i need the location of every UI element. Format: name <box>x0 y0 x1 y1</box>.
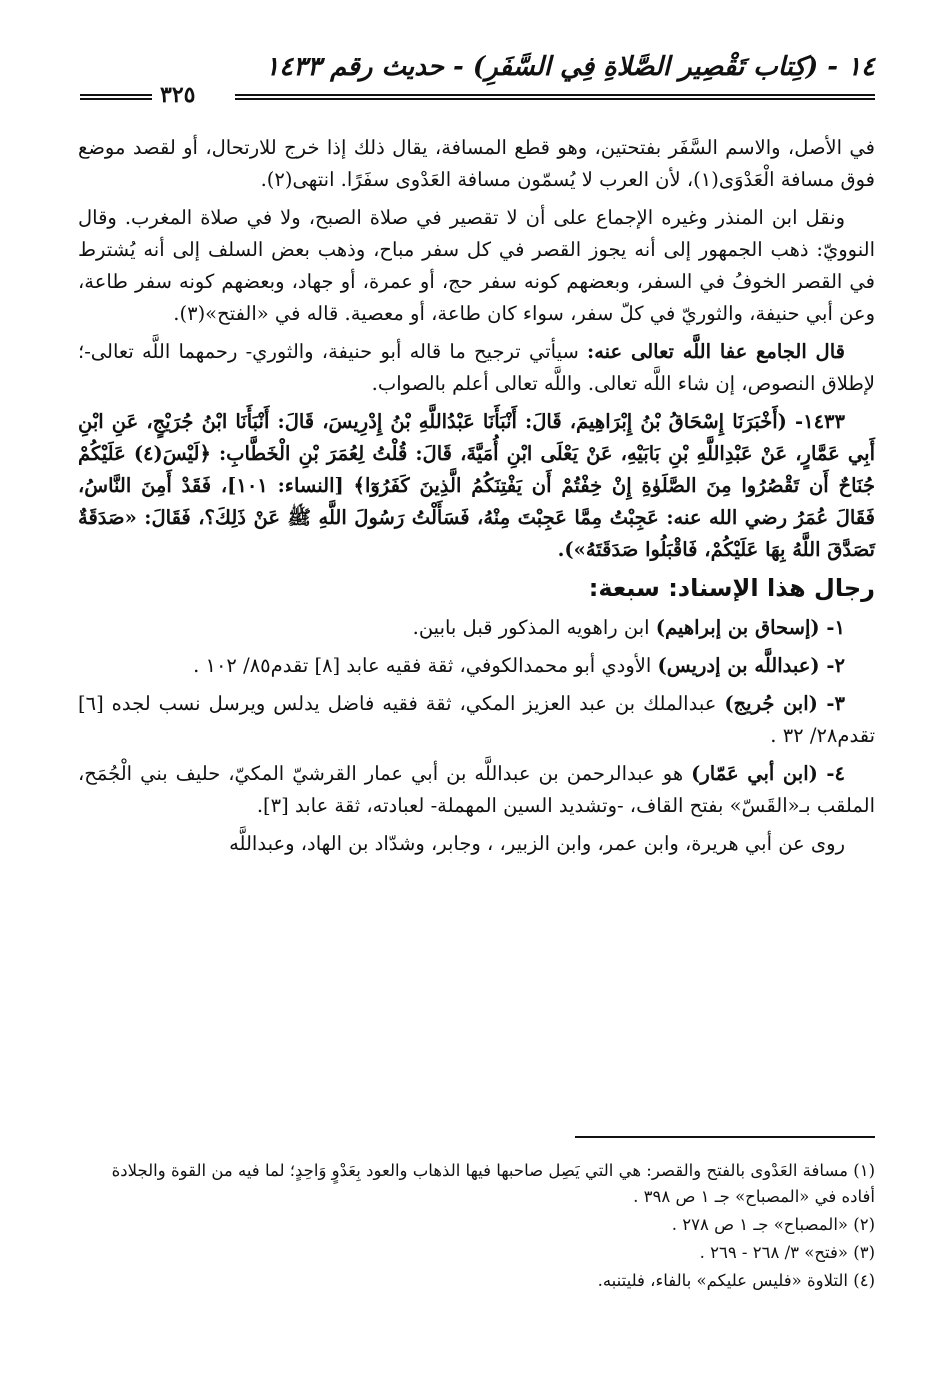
narrator-desc: هو عبدالرحمن بن عبداللَّه بن أبي عمار القرشيّ المكيّ، حليف بني الْجُمَح، الملقب بـ«القَسّ» بفتح القاف، -وتشديد السين المهملة- لعبادته، ثقة عابد [٣]. <box>78 762 875 817</box>
narrator-desc: ابن راهويه المذكور قبل بابين. <box>412 616 656 639</box>
hadith-text: ١٤٣٣- (أَخْبَرَنَا إِسْحَاقُ بْنُ إِبْرَاهِيمَ، قَالَ: أَنْبَأَنَا عَبْدُاللَّهِ بْنُ إِدْرِيسَ، قَالَ: أَنْبَأَنَا ابْنُ جُرَيْجٍ، عَنِ ابْنِ أَبِي عَمَّارٍ، عَنْ عَبْدِاللَّهِ بْنِ بَابَيْهِ، عَنْ يَعْلَى ابْنِ أُمَيَّةَ، قَالَ: قُلْتُ لِعُمَرَ بْنِ الْخَطَّابِ: ﴿لَيْسَ(٤) عَلَيْكُمْ جُنَاحٌ أَن تَقْصُرُوا مِنَ الصَّلَوٰةِ إِنْ خِفْتُمْ أَن يَفْتِنَكُمُ الَّذِينَ كَفَرُوٓا﴾ [النساء: ١٠١]، فَقَدْ أَمِنَ النَّاسُ، فَقَالَ عُمَرُ رضي الله عنه: عَجِبْتُ مِمَّا عَجِبْتَ مِنْهُ، فَسَأَلْتُ رَسُولَ اللَّهِ ﷺ عَنْ ذَلِكَ؟، فَقَالَ: «صَدَقَةٌ تَصَدَّقَ اللَّهُ بِهَا عَلَيْكُمْ، فَاقْبَلُوا صَدَقَتَهُ»). <box>78 410 875 561</box>
jami-paragraph <box>78 336 875 400</box>
narrator-4 <box>78 758 875 822</box>
narrator-name: ٢- (عبداللَّه بن إدريس) <box>657 654 845 677</box>
narrator-2 <box>78 650 875 682</box>
footnote-3: (٣) «فتح» ٣/ ٢٦٨ - ٢٦٩ . <box>699 1243 875 1262</box>
footnotes <box>78 1158 875 1296</box>
last-line: روى عن أبي هريرة، وابن عمر، وابن الزبير، ، وجابر، وشدّاد بن الهاد، وعبداللَّه <box>229 832 845 855</box>
main-text <box>78 132 875 866</box>
footnote-2: (٢) «المصباح» جـ ١ ص ٢٧٨ . <box>671 1215 875 1234</box>
narrator-name: ٣- (ابن جُريج) <box>724 692 846 715</box>
narrator-desc: الأودي أبو محمدالكوفي، ثقة فقيه عابد [٨] تقدم٨٥/ ١٠٢ . <box>193 654 658 677</box>
page-header <box>80 52 875 108</box>
jami-text: سيأتي ترجيح ما قاله أبو حنيفة، والثوري- رحمهما اللَّه تعالى-؛ لإطلاق النصوص، إن شاء اللَّه تعالى. واللَّه تعالى أعلم بالصواب. <box>78 340 875 395</box>
narrator-name: ١- (إسحاق بن إبراهيم) <box>655 616 845 639</box>
section-heading: رجال هذا الإسناد: سبعة: <box>588 574 875 602</box>
page-number: ٣٢٥ <box>160 82 196 108</box>
footnote-1: (١) مسافة العَدْوى بالفتح والقصر: هي التي يَصِل صاحبها فيها الذهاب والعود بِعَدْوٍ وَاحِدٍ؛ لما فيه من القوة والجلادة أفاده في «المصباح» جـ ١ ص ٣٩٨ . <box>111 1161 875 1206</box>
header-rule-long <box>235 94 875 100</box>
paragraph-1: في الأصل، والاسم السَّفَر بفتحتين، وهو قطع المسافة، يقال ذلك إذا خرج للارتحال، أو لقصد موضع فوق مسافة الْعَدْوَى(١)، لأن العرب لا يُسمّون مسافة العَدْوى سفَرًا. انتهى(٢). <box>78 136 875 191</box>
narrator-name: ٤- (ابن أبي عَمّار) <box>691 762 846 785</box>
narrator-desc: عبدالملك بن عبد العزيز المكي، ثقة فقيه فاضل يدلس ويرسل نسب لجده [٦] تقدم٢٨/ ٣٢ . <box>78 692 875 747</box>
paragraph-2: ونقل ابن المنذر وغيره الإجماع على أن لا تقصير في صلاة الصبح، ولا في صلاة المغرب. وقال النوويّ: ذهب الجمهور إلى أنه يجوز القصر في كل سفر مباح، وذهب بعض السلف إلى أنه يُشترط في القصر الخوفُ في السفر، وبعضهم كونه سفر حج، أو عمرة، أو جهاد، وبعضهم كونه سفر طاعة، وعن أبي حنيفة، والثوريّ في كلّ سفر، سواء كان طاعة، أو معصية. قاله في «الفتح»(٣). <box>78 206 875 325</box>
footnote-separator <box>575 1136 875 1138</box>
running-title: ١٤ - (كِتاب تَقْصِير الصَّلاةِ فِي السَّفَرِ) - حديث رقم ١٤٣٣ <box>265 52 875 82</box>
narrator-3 <box>78 688 875 752</box>
narrator-1 <box>78 612 875 644</box>
footnote-4: (٤) التلاوة «فليس عليكم» بالفاء، فليتنبه. <box>597 1271 875 1290</box>
jami-lead: قال الجامع عفا اللَّه تعالى عنه: <box>587 340 845 363</box>
header-rule-short <box>80 94 152 100</box>
